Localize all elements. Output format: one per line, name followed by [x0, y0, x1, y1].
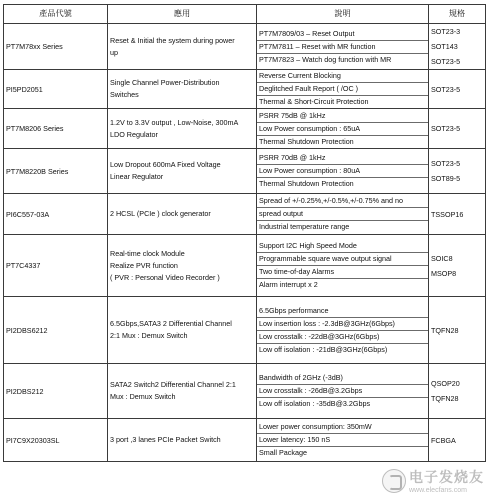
part-number-cell: PI2DBS212	[4, 364, 108, 419]
description-cell	[257, 297, 429, 364]
application-cell	[108, 194, 257, 235]
package-line: SOIC8	[431, 253, 453, 263]
package-line: SOT23-5	[431, 57, 461, 66]
table-row	[4, 70, 486, 109]
application-line: Realize PVR function	[110, 260, 178, 270]
feature-line: Programmable square wave output signal	[257, 253, 428, 266]
package-cell	[429, 235, 486, 297]
application-line: 2:1 Mux : Demux Switch	[110, 331, 188, 340]
part-number-cell: PI6C557-03A	[4, 194, 108, 235]
description-cell	[257, 149, 429, 194]
package-line: SOT23-5	[431, 84, 461, 94]
feature-line: PSRR 75dB @ 1kHz	[257, 110, 428, 123]
application-cell	[108, 109, 257, 149]
feature-line: Low off isolation : -21dB@3GHz(6Gbps)	[259, 344, 388, 354]
elecfans-logo-icon	[382, 469, 406, 493]
package-line: SOT23-5	[431, 159, 461, 168]
package-cell	[429, 297, 486, 364]
application-line: SATA2 Switch2 Differential Channel 2:1	[110, 380, 236, 389]
feature-line: Low Power consumption : 80uA	[257, 165, 428, 178]
description-cell	[257, 109, 429, 149]
description-cell	[257, 364, 429, 419]
application-line: Linear Regulator	[110, 172, 164, 181]
part-number-cell: PI2DBS6212	[4, 297, 108, 364]
application-cell	[108, 24, 257, 70]
package-line: QSOP20	[431, 379, 460, 388]
application-line: Real-time clock Module	[110, 248, 185, 258]
description-cell	[257, 235, 429, 297]
package-cell	[429, 194, 486, 235]
feature-line: Reverse Current Blocking	[257, 70, 428, 83]
application-cell	[108, 70, 257, 109]
feature-line: Small Package	[259, 448, 307, 457]
application-line: Single Channel Power-Distribution	[110, 78, 220, 87]
feature-line: Alarm interrupt x 2	[259, 280, 318, 289]
watermark-name: 电子发烧友	[409, 469, 484, 485]
feature-line: Lower power consumption: 350mW	[257, 421, 428, 434]
feature-line: Lower latency: 150 nS	[257, 434, 428, 447]
package-line: TQFN28	[431, 325, 459, 335]
table-row	[4, 235, 486, 297]
feature-line: PT7M7809/03 – Reset Output	[257, 28, 428, 41]
package-cell	[429, 70, 486, 109]
feature-line: Bandwidth of 2GHz (-3dB)	[257, 372, 428, 385]
application-line: 2 HCSL (PCIe ) clock generator	[110, 209, 211, 218]
application-line: ( PVR : Personal Video Recorder )	[110, 272, 220, 282]
feature-line: PSRR 70dB @ 1kHz	[257, 152, 428, 165]
feature-line: Low crosstalk : -26dB@3.2Gbps	[257, 385, 428, 398]
package-line: SOT89-5	[431, 174, 461, 183]
table-row	[4, 24, 486, 70]
feature-line: PT7M7811 – Reset with MR function	[257, 41, 428, 54]
part-number-cell: PI7C9X20303SL	[4, 419, 108, 462]
watermark	[382, 467, 484, 494]
feature-line: Industrial temperature range	[259, 222, 350, 231]
feature-line: Low insertion loss : -2.3dB@3GHz(6Gbps)	[257, 318, 428, 331]
watermark-url: www.elecfans.com	[409, 487, 467, 494]
package-line: TSSOP16	[431, 209, 464, 219]
package-line: FCBGA	[431, 435, 456, 445]
header-application: 應用	[108, 5, 257, 24]
feature-line: PT7M7823 – Watch dog function with MR	[259, 54, 392, 64]
header-row	[4, 5, 486, 24]
feature-line: Thermal & Short-Circuit Protection	[259, 97, 369, 106]
table-row	[4, 364, 486, 419]
description-cell	[257, 194, 429, 235]
table-row	[4, 109, 486, 149]
package-cell	[429, 364, 486, 419]
header-description: 說明	[257, 5, 429, 24]
feature-line: Low off isolation : -35dB@3.2Gbps	[259, 399, 371, 408]
feature-line: Low crosstalk : -22dB@3GHz(6Gbps)	[257, 331, 428, 344]
application-line: Switches	[110, 90, 139, 99]
application-cell	[108, 419, 257, 462]
feature-line: Two time-of-day Alarms	[257, 266, 428, 279]
application-cell	[108, 235, 257, 297]
table-body	[4, 24, 486, 462]
feature-line: Spread of +/-0.25%,+/-0.5%,+/-0.75% and no	[257, 195, 428, 208]
package-cell	[429, 419, 486, 462]
table-row	[4, 194, 486, 235]
application-line: up	[110, 47, 118, 57]
table-row	[4, 297, 486, 364]
application-line: 1.2V to 3.3V output , Low-Noise, 300mA	[110, 117, 239, 127]
application-line: 6.5Gbps,SATA3 2 Differential Channel	[110, 319, 232, 328]
feature-line: Deglitched Fault Report ( /OC )	[257, 83, 428, 96]
package-cell	[429, 24, 486, 70]
part-number-cell: PT7M8220B Series	[4, 149, 108, 194]
application-cell	[108, 297, 257, 364]
application-line: 3 port ,3 lanes PCIe Packet Switch	[110, 435, 221, 444]
package-line: SOT23-5	[431, 124, 461, 133]
feature-line: Thermal Shutdown Protection	[259, 136, 354, 146]
package-line: SOT23-3	[431, 27, 461, 36]
application-line: LDO Regulator	[110, 129, 158, 139]
application-line: Low Dropout 600mA Fixed Voltage	[110, 160, 221, 169]
package-cell	[429, 109, 486, 149]
part-number-cell: PI5PD2051	[4, 70, 108, 109]
feature-line: Low Power consumption : 65uA	[257, 123, 428, 136]
application-line: Reset & Initial the system during power	[110, 35, 235, 45]
package-line: TQFN28	[431, 394, 459, 403]
package-cell	[429, 149, 486, 194]
part-number-cell: PT7M78xx Series	[4, 24, 108, 70]
description-cell	[257, 70, 429, 109]
table-row	[4, 419, 486, 462]
package-line: SOT143	[431, 42, 458, 51]
product-spec-table	[3, 4, 486, 462]
description-cell	[257, 24, 429, 70]
package-line: MSOP8	[431, 268, 457, 278]
application-line: Mux : Demux Switch	[110, 392, 176, 401]
feature-line: Thermal Shutdown Protection	[259, 179, 354, 188]
table-row	[4, 149, 486, 194]
description-cell	[257, 419, 429, 462]
part-number-cell: PT7M8206 Series	[4, 109, 108, 149]
feature-line: spread output	[257, 208, 428, 221]
feature-line: 6.5Gbps performance	[257, 305, 428, 318]
header-package: 規格	[429, 5, 486, 24]
application-cell	[108, 149, 257, 194]
feature-line: Support I2C High Speed Mode	[257, 240, 428, 253]
part-number-cell: PT7C4337	[4, 235, 108, 297]
application-cell	[108, 364, 257, 419]
header-part: 產品代號	[4, 5, 108, 24]
